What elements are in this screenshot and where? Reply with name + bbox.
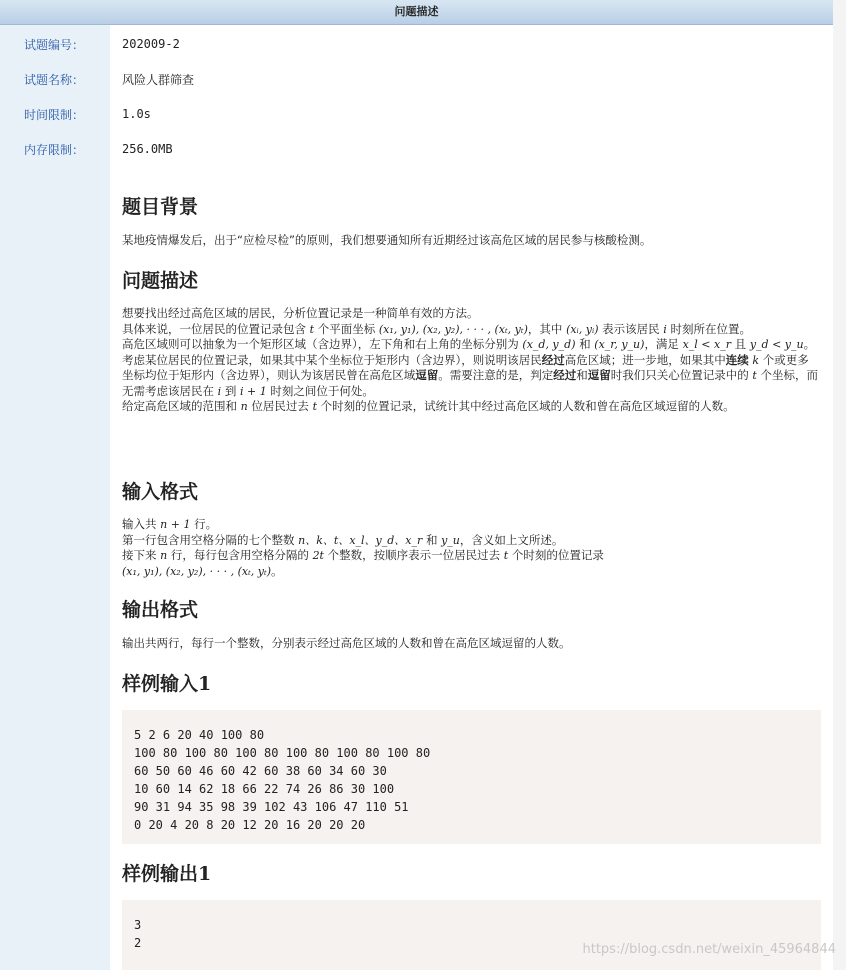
problem-description: 想要找出经过高危区域的居民，分析位置记录是一种简单有效的方法。 具体来说，一位居民的位置记录包含 t 个平面坐标 (x₁, y₁), (x₂, y₂), · · · , (xₜ, yₜ)，其中 (xᵢ, yᵢ) 表示该居民 i 时刻所在位置。 高危区域则可以抽象为一个矩形区域（含边界），左下角和右上角的坐标分别为 (x_d, y_d) 和 (x_r, y_u)，满足 x_l < x_r 且 y_d < y_u。 考虑某位居民的位置记录，如果其中某个坐标位于矩形内（含边界），则说明该居民经过高危区域；进一步地，如果其中连续 k 个或更多坐标均位于矩形内（含边界），则认为该居民曾在高危区域逗留。需要注意的是，判定经过和逗留时我们只关心位置记录中的 t 个坐标，而无需考虑该居民在 i 到 i + 1 时刻之间位于何处。 给定高危区域的范围和 n 位居民过去 t 个时刻的位置记录，试统计其中经过高危区域的人数和曾在高危区域逗留的人数。	[122, 306, 818, 413]
section-header: 问题描述	[0, 0, 833, 25]
code-line: 10 60 14 62 18 66 22 74 26 86 30 100	[134, 782, 395, 796]
code-line: 0 20 4 20 8 20 12 20 16 20 20 20	[134, 818, 366, 832]
meta-label-column	[0, 25, 110, 970]
sample-output-code	[122, 900, 821, 970]
time-limit-label: 时间限制：	[24, 108, 85, 122]
page-right-edge	[833, 0, 846, 970]
code-line: 90 31 94 35 98 39 102 43 106 47 110 51	[134, 800, 409, 814]
memory-limit-label: 内存限制：	[24, 143, 85, 157]
output-description: 输出共两行，每行一个整数，分别表示经过高危区域的人数和曾在高危区域逗留的人数。	[122, 636, 571, 650]
problem-heading: 问题描述	[122, 270, 199, 292]
code-line: 3	[134, 918, 142, 932]
sample-input-code	[122, 710, 821, 844]
problem-id-value: 202009-2	[122, 37, 180, 51]
problem-id-label: 试题编号：	[24, 38, 85, 52]
input-description: 输入共 n + 1 行。 第一行包含用空格分隔的七个整数 n、k、t、x_l、y_d、x_r 和 y_u，含义如上文所述。 接下来 n 行，每行包含用空格分隔的 2t 个整数，按顺序表示一位居民过去 t 个时刻的位置记录 (x₁, y₁), (x₂, y₂), · · · , (xₜ, yₜ)。	[122, 517, 604, 578]
code-line: 60 50 60 46 60 42 60 38 60 34 60 30	[134, 764, 387, 778]
problem-name-label: 试题名称：	[24, 73, 85, 87]
output-heading: 输出格式	[122, 599, 199, 621]
background-heading: 题目背景	[122, 196, 199, 218]
memory-limit-value: 256.0MB	[122, 142, 173, 156]
time-limit-value: 1.0s	[122, 107, 151, 121]
code-line: 2	[134, 936, 142, 950]
problem-name-value: 风险人群筛查	[122, 73, 195, 87]
code-line: 100 80 100 80 100 80 100 80 100 80 100 80	[134, 746, 431, 760]
input-heading: 输入格式	[122, 481, 199, 503]
code-line: 5 2 6 20 40 100 80	[134, 728, 265, 742]
sample-input-heading: 样例输入1	[122, 673, 212, 695]
background-text: 某地疫情爆发后，出于“应检尽检”的原则，我们想要通知所有近期经过该高危区域的居民参与核酸检测。	[122, 233, 652, 247]
watermark: https://blog.csdn.net/weixin_45964844	[582, 942, 836, 957]
sample-output-heading: 样例输出1	[122, 863, 212, 885]
